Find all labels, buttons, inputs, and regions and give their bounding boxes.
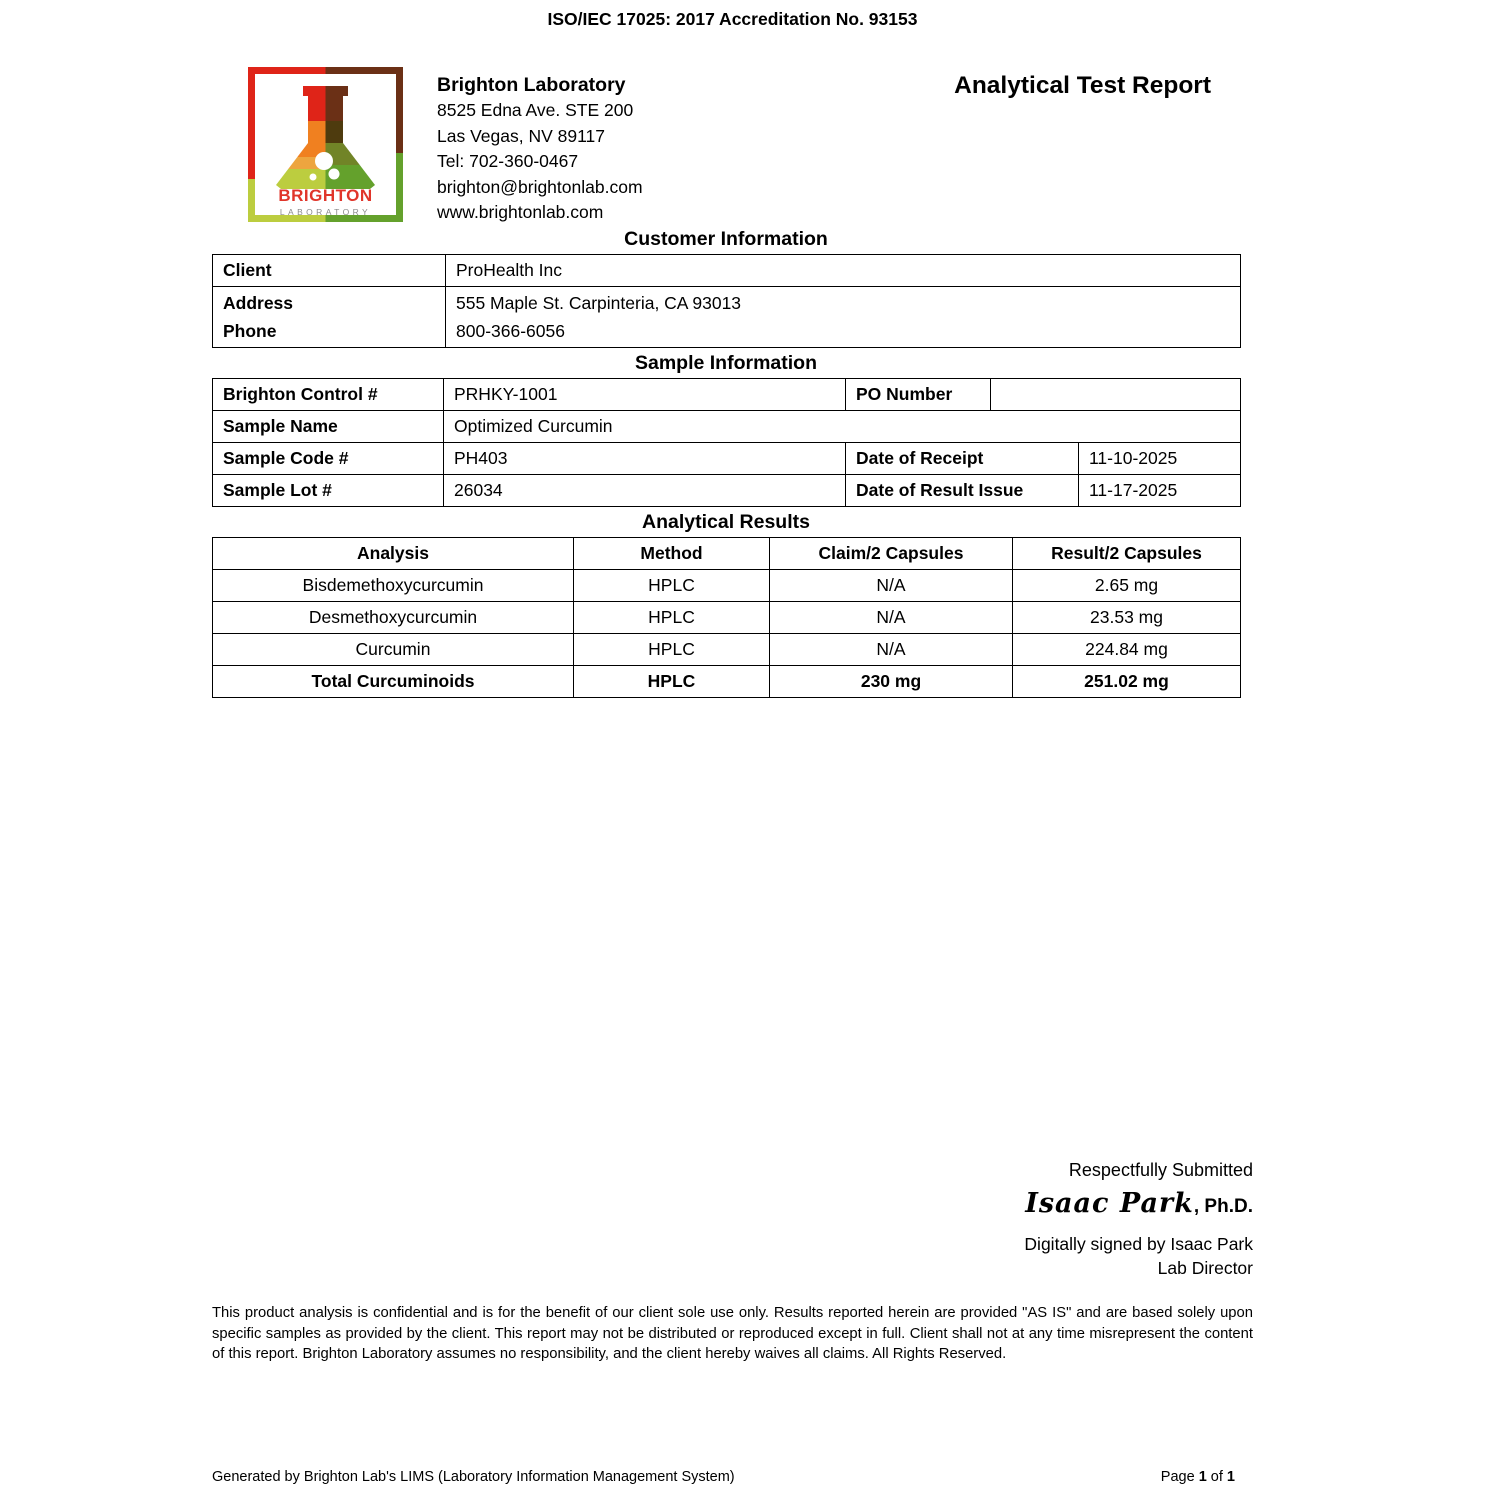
signature-block	[212, 1158, 1253, 1281]
table-row	[213, 255, 1241, 287]
lab-address-line1: 8525 Edna Ave. STE 200	[437, 100, 634, 120]
report-page	[212, 0, 1253, 1485]
analysis-result: 2.65 mg	[1013, 570, 1241, 602]
logo-subbrand-text: LABORATORY	[279, 207, 372, 217]
signature-credentials: , Ph.D.	[1193, 1196, 1253, 1217]
analytical-results-table	[212, 537, 1241, 698]
analysis-result: 224.84 mg	[1013, 634, 1241, 666]
analysis-method: HPLC	[574, 602, 770, 634]
analysis-method: HPLC	[574, 634, 770, 666]
disclaimer-text: This product analysis is confidential and is for the benefit of our client sole use only. Results reported herein are provided "AS IS" and are based solely upon specific samples as provided by the client. This report may not be distributed or reproduced except in full. Client shall not at any time misrepresent the content of this report. Brighton Laboratory assumes no responsibility, and the client hereby waives all claims. All Rights Reserved.	[212, 1305, 1253, 1362]
signature-script: Isaac Park	[1025, 1188, 1194, 1219]
results-header-row	[213, 538, 1241, 570]
column-header-analysis: Analysis	[213, 538, 574, 570]
client-label: Client	[213, 255, 446, 287]
lab-email: brighton@brightonlab.com	[437, 176, 643, 197]
lab-phone: Tel: 702-360-0467	[437, 151, 579, 171]
table-row	[213, 443, 1241, 475]
table-row	[213, 570, 1241, 602]
analysis-name: Total Curcuminoids	[213, 666, 574, 698]
analysis-claim: N/A	[770, 634, 1013, 666]
client-value: ProHealth Inc	[446, 255, 1241, 287]
table-row	[213, 634, 1241, 666]
digitally-signed-text: Digitally signed by Isaac Park	[1024, 1234, 1253, 1254]
table-row	[213, 411, 1241, 443]
analysis-result: 251.02 mg	[1013, 666, 1241, 698]
lab-director-title: Lab Director	[1157, 1258, 1253, 1278]
address-value: 555 Maple St. Carpinteria, CA 93013	[456, 293, 742, 313]
analysis-result: 23.53 mg	[1013, 602, 1241, 634]
report-footer	[212, 1469, 1235, 1485]
customer-information-table	[212, 254, 1241, 348]
column-header-method: Method	[574, 538, 770, 570]
column-header-result: Result/2 Capsules	[1013, 538, 1241, 570]
lab-contact-block	[437, 66, 643, 226]
date-of-receipt-label: Date of Receipt	[846, 443, 1079, 475]
address-phone-labels	[213, 287, 446, 348]
phone-label: Phone	[223, 321, 277, 341]
sample-lot-value: 26034	[444, 475, 846, 507]
control-number-label: Brighton Control #	[213, 379, 444, 411]
page-current: 1	[1198, 1468, 1207, 1485]
date-of-result-issue-value: 11-17-2025	[1079, 475, 1241, 507]
table-row	[213, 379, 1241, 411]
sample-code-value: PH403	[444, 443, 846, 475]
table-row	[213, 287, 1241, 348]
sample-information-title: Sample Information	[634, 352, 818, 374]
analysis-claim: 230 mg	[770, 666, 1013, 698]
analysis-name: Curcumin	[213, 634, 574, 666]
table-row	[213, 475, 1241, 507]
customer-information-title: Customer Information	[624, 228, 828, 250]
analysis-method: HPLC	[574, 570, 770, 602]
page-title: Analytical Test Report	[954, 72, 1211, 99]
analysis-name: Desmethoxycurcumin	[213, 602, 574, 634]
signature-line	[212, 1188, 1253, 1224]
analysis-claim: N/A	[770, 602, 1013, 634]
phone-value: 800-366-6056	[456, 321, 565, 341]
date-of-result-issue-label: Date of Result Issue	[846, 475, 1079, 507]
sample-name-label: Sample Name	[213, 411, 444, 443]
logo-brand-text: BRIGHTON	[278, 186, 373, 205]
lab-website: www.brightonlab.com	[437, 202, 604, 222]
page-label: Page	[1160, 1468, 1199, 1485]
lab-address-line2: Las Vegas, NV 89117	[437, 125, 605, 146]
control-number-value: PRHKY-1001	[444, 379, 846, 411]
report-header	[212, 66, 1253, 224]
address-phone-values	[446, 287, 1241, 348]
table-row	[213, 602, 1241, 634]
analysis-method: HPLC	[574, 666, 770, 698]
sample-lot-label: Sample Lot #	[213, 475, 444, 507]
generated-by-text: Generated by Brighton Lab's LIMS (Laboratory Information Management System)	[212, 1468, 735, 1485]
analytical-results-title: Analytical Results	[642, 511, 810, 533]
date-of-receipt-value: 11-10-2025	[1079, 443, 1241, 475]
column-header-claim: Claim/2 Capsules	[770, 538, 1013, 570]
lab-name: Brighton Laboratory	[437, 74, 626, 96]
po-number-value	[991, 379, 1241, 411]
page-of-label: of	[1206, 1468, 1227, 1485]
analysis-name: Bisdemethoxycurcumin	[213, 570, 574, 602]
page-number	[1161, 1469, 1235, 1485]
respectfully-submitted-text: Respectfully Submitted	[1068, 1160, 1253, 1180]
flask-logo-icon	[247, 66, 404, 223]
analysis-claim: N/A	[770, 570, 1013, 602]
accreditation-line: ISO/IEC 17025: 2017 Accreditation No. 93153	[547, 9, 918, 29]
total-curcuminoids-row	[213, 666, 1241, 698]
sample-code-label: Sample Code #	[213, 443, 444, 475]
address-label: Address	[223, 293, 294, 313]
sample-information-table	[212, 378, 1241, 507]
brighton-logo	[247, 66, 404, 223]
sample-name-value: Optimized Curcumin	[444, 411, 1241, 443]
po-number-label: PO Number	[846, 379, 991, 411]
page-total: 1	[1226, 1468, 1235, 1485]
